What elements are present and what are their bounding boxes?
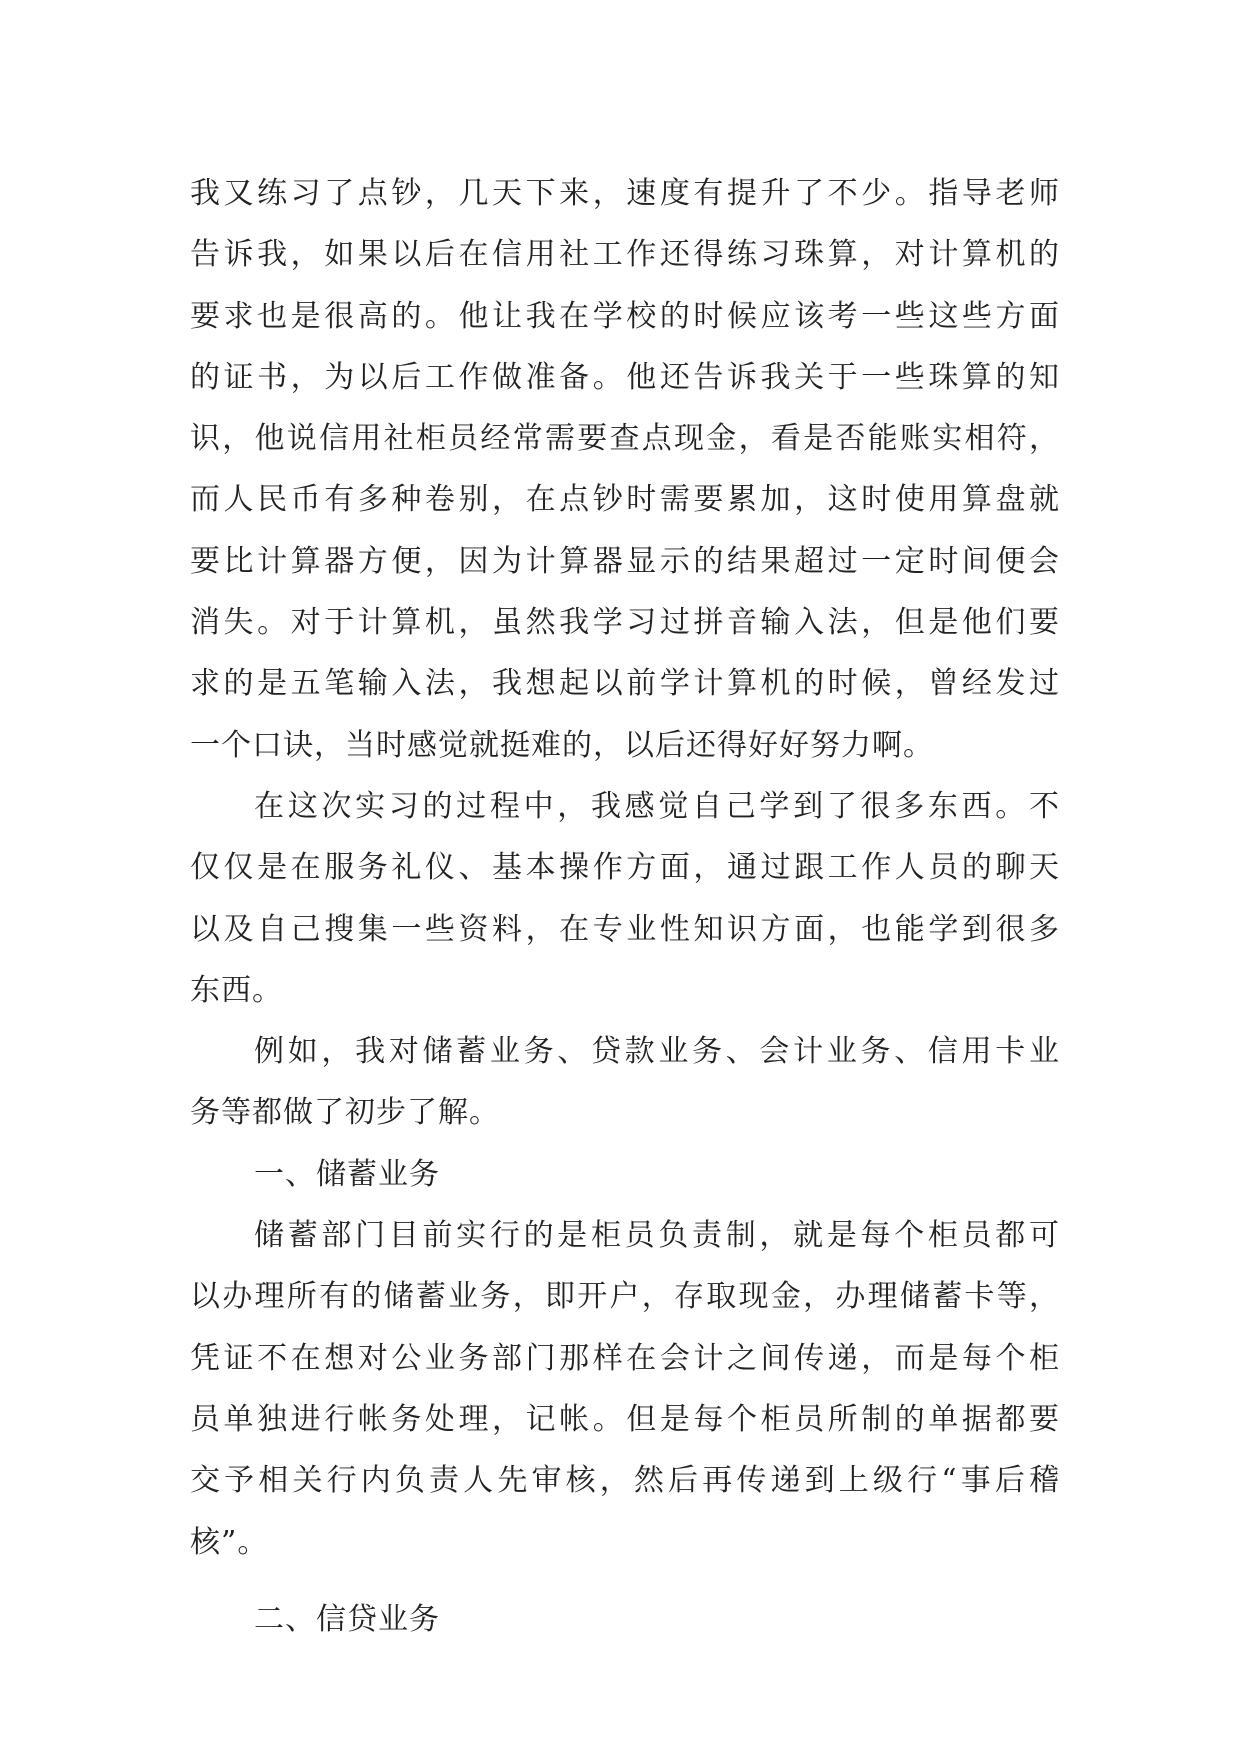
text-line: 求的是五笔输入法，我想起以前学计算机的时候，曾经发过 (190, 666, 1060, 702)
text-line: 而人民币有多种卷别，在点钞时需要累加，这时使用算盘就 (190, 482, 1060, 518)
paragraph (190, 776, 1060, 1021)
paragraph (190, 1589, 1060, 1650)
paragraph (190, 1021, 1060, 1144)
text-line: 要求也是很高的。他让我在学校的时候应该考一些这些方面 (190, 298, 1060, 334)
text-line: 储蓄部门目前实行的是柜员负责制，就是每个柜员都可 (254, 1218, 1060, 1254)
paragraph (190, 1205, 1060, 1573)
text-line: 我又练习了点钞，几天下来，速度有提升了不少。指导老师 (190, 176, 1060, 211)
paragraph-gap (190, 1573, 1060, 1589)
text-line: 交予相关行内负责人先审核，然后再传递到上级行“事后稽 (190, 1463, 1060, 1499)
text-line: 一个口诀，当时感觉就挺难的，以后还得好好努力啊。 (190, 727, 934, 763)
text-line: 仅仅是在服务礼仪、基本操作方面，通过跟工作人员的聊天 (190, 850, 1060, 886)
paragraph (190, 163, 1060, 776)
paragraph (190, 1144, 1060, 1205)
text-line: 识，他说信用社柜员经常需要查点现金，看是否能账实相符， (190, 421, 1060, 457)
text-line: 消失。对于计算机，虽然我学习过拼音输入法，但是他们要 (190, 605, 1060, 641)
text-line: 二、信贷业务 (254, 1601, 440, 1637)
text-line: 以办理所有的储蓄业务，即开户，存取现金，办理储蓄卡等， (190, 1279, 1060, 1315)
text-line: 务等都做了初步了解。 (190, 1095, 500, 1131)
document-body (190, 163, 1060, 1650)
text-line: 在这次实习的过程中，我感觉自己学到了很多东西。不 (254, 788, 1060, 824)
text-line: 核”。 (190, 1524, 269, 1560)
text-line: 东西。 (190, 972, 283, 1008)
text-line: 例如，我对储蓄业务、贷款业务、会计业务、信用卡业 (254, 1034, 1060, 1070)
text-line: 以及自己搜集一些资料，在专业性知识方面，也能学到很多 (190, 911, 1060, 947)
text-line: 凭证不在想对公业务部门那样在会计之间传递，而是每个柜 (190, 1340, 1060, 1376)
text-line: 告诉我，如果以后在信用社工作还得练习珠算，对计算机的 (190, 237, 1060, 273)
text-line: 要比计算器方便，因为计算器显示的结果超过一定时间便会 (190, 543, 1060, 579)
text-line: 员单独进行帐务处理，记帐。但是每个柜员所制的单据都要 (190, 1401, 1060, 1437)
text-line: 一、储蓄业务 (254, 1156, 440, 1192)
text-line: 的证书，为以后工作做准备。他还告诉我关于一些珠算的知 (190, 359, 1060, 395)
